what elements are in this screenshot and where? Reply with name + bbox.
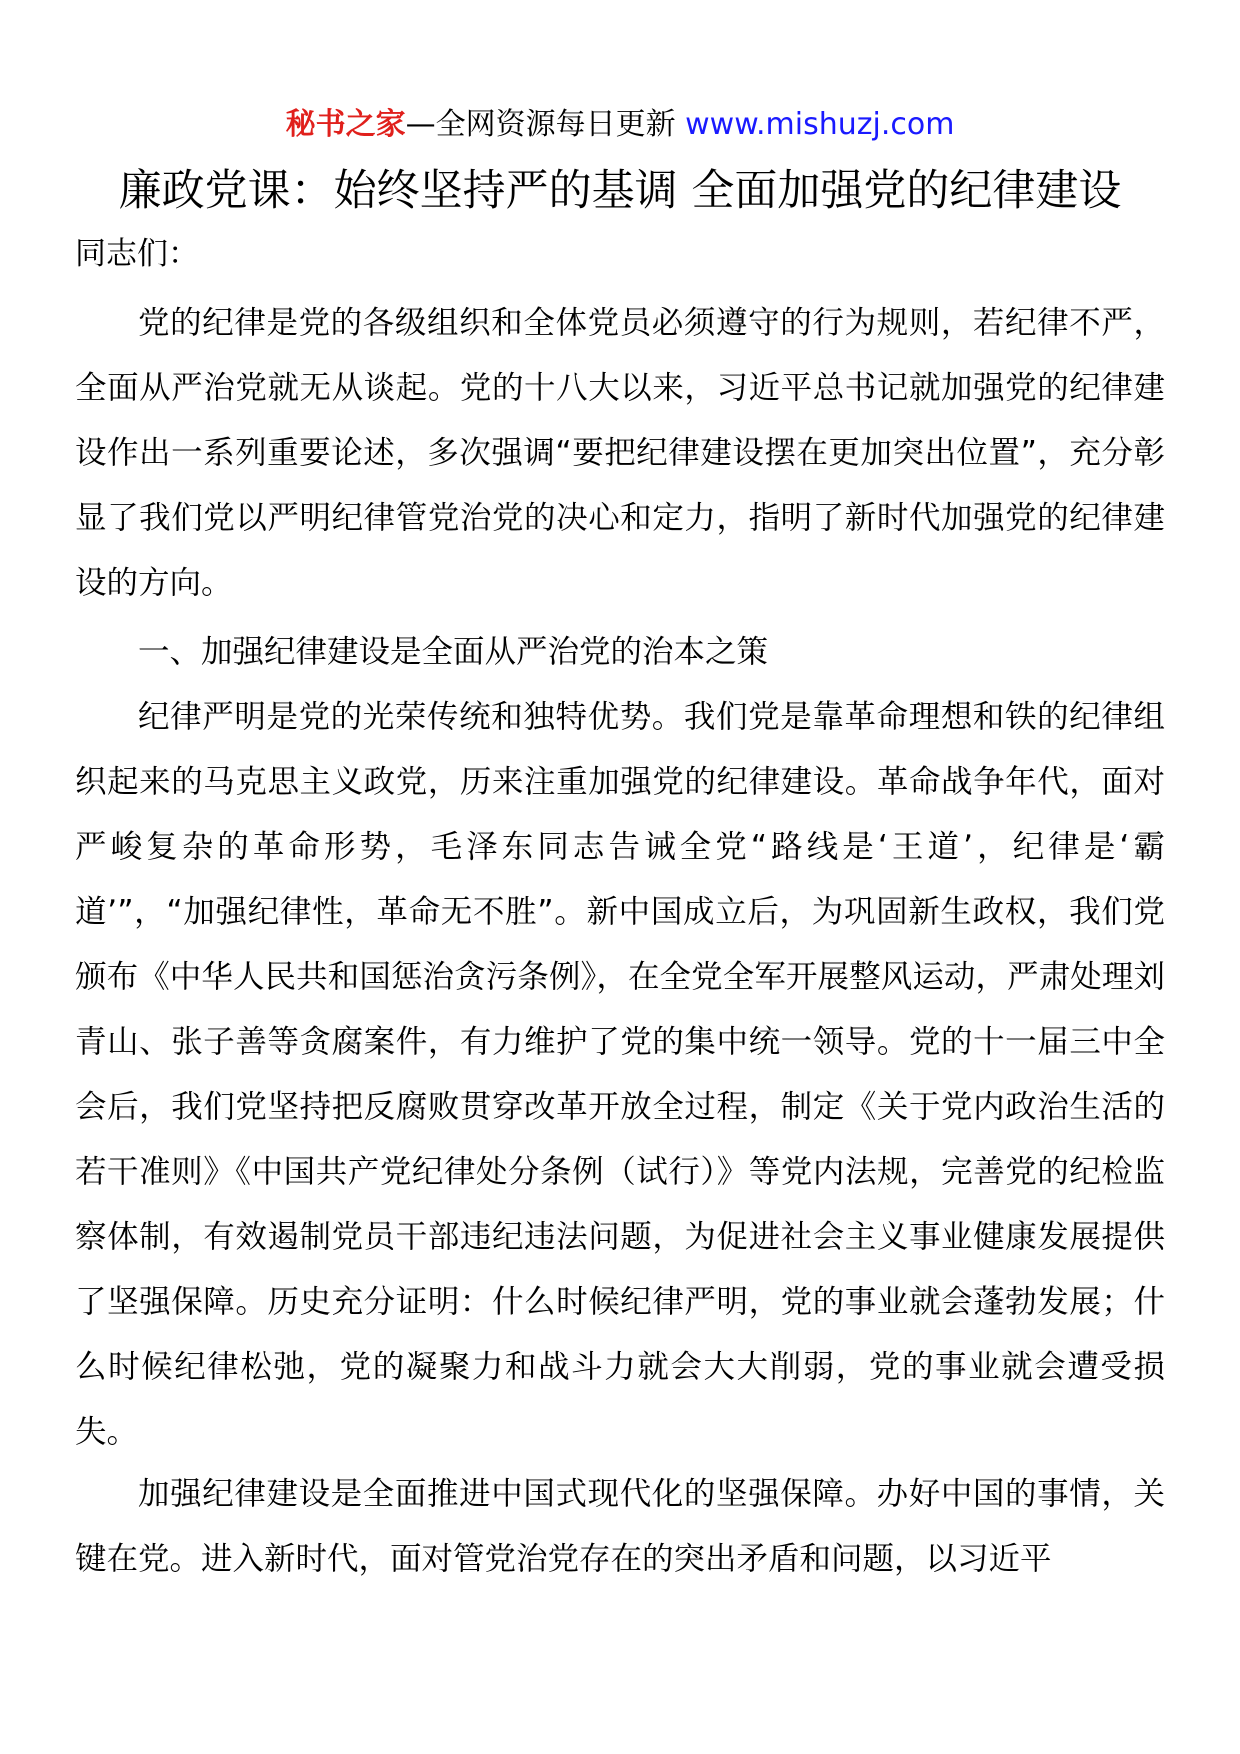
- site-banner: [0, 104, 1240, 146]
- body-paragraph-intro: 党的纪律是党的各级组织和全体党员必须遵守的行为规则，若纪律不严，全面从严治党就无从谈起。党的十八大以来，习近平总书记就加强党的纪律建设作出一系列重要论述，多次强调“要把纪律建设摆在更加突出位置”，充分彰显了我们党以严明纪律管党治党的决心和定力，指明了新时代加强党的纪律建设的方向。: [75, 305, 1165, 601]
- site-url-link[interactable]: www.mishuzj.com: [685, 107, 955, 142]
- site-brand: 秘书之家: [285, 107, 406, 142]
- body-paragraph-modernization: 加强纪律建设是全面推进中国式现代化的坚强保障。办好中国的事情，关键在党。进入新时代，面对管党治党存在的突出矛盾和问题，以习近平: [75, 1476, 1165, 1577]
- site-tagline: —全网资源每日更新: [405, 107, 686, 142]
- body-paragraph-history: 纪律严明是党的光荣传统和独特优势。我们党是靠革命理想和铁的纪律组织起来的马克思主义政党，历来注重加强党的纪律建设。革命战争年代，面对严峻复杂的革命形势，毛泽东同志告诫全党“路线是‘王道’，纪律是‘霸道’”，“加强纪律性，革命无不胜”。新中国成立后，为巩固新生政权，我们党颁布《中华人民共和国惩治贪污条例》，在全党全军开展整风运动，严肃处理刘青山、张子善等贪腐案件，有力维护了党的集中统一领导。党的十一届三中全会后，我们党坚持把反腐败贯穿改革开放全过程，制定《关于党内政治生活的若干准则》《中国共产党纪律处分条例（试行）》等党内法规，完善党的纪检监察体制，有效遏制党员干部违纪违法问题，为促进社会主义事业健康发展提供了坚强保障。历史充分证明：什么时候纪律严明，党的事业就会蓬勃发展；什么时候纪律松弛，党的凝聚力和战斗力就会大大削弱，党的事业就会遭受损失。: [75, 699, 1165, 1450]
- salutation: 同志们：: [75, 236, 199, 272]
- section-heading-1: 一、加强纪律建设是全面从严治党的治本之策: [138, 634, 769, 670]
- document-title: 廉政党课：始终坚持严的基调 全面加强党的纪律建设: [118, 166, 1122, 216]
